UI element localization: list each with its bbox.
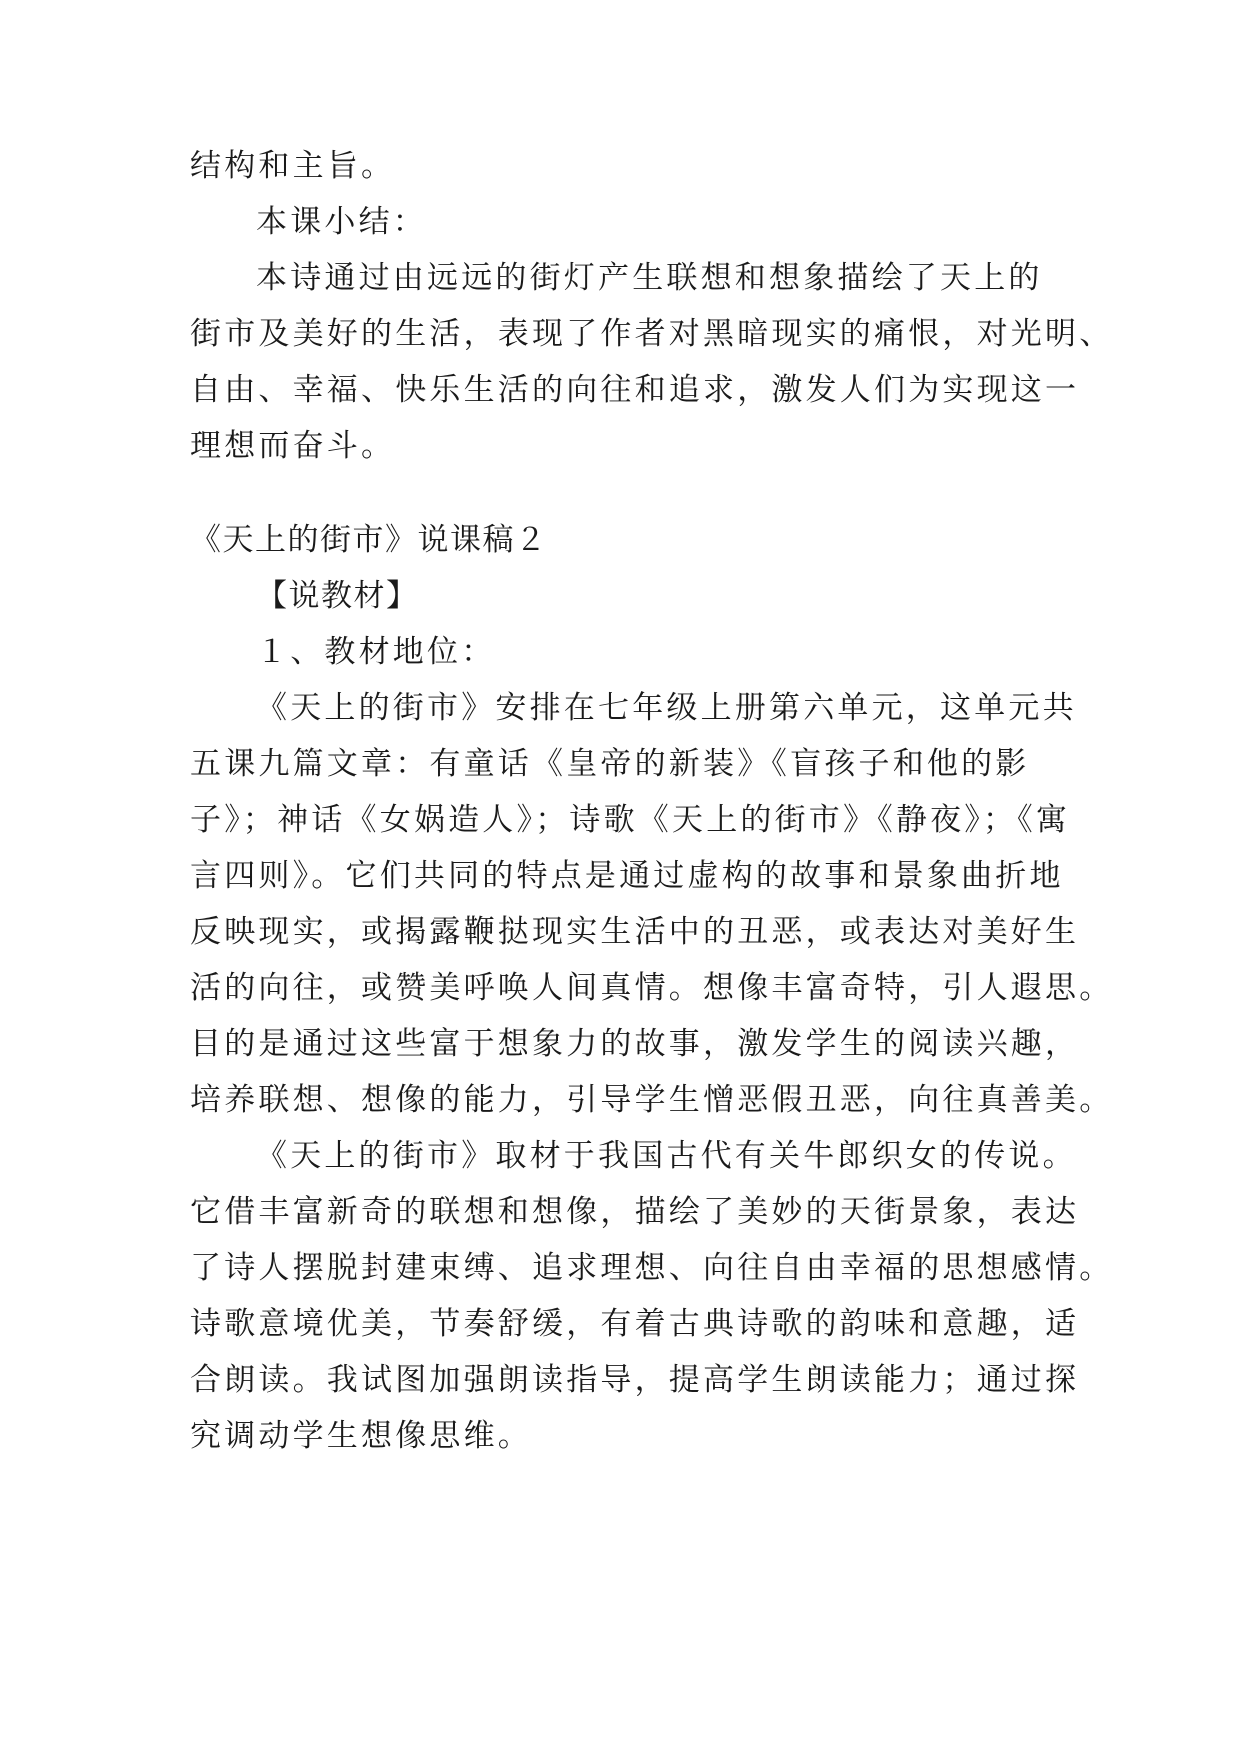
text-line: 《天上的街市》安排在七年级上册第六单元，这单元共: [256, 690, 1077, 726]
text-line: 理想而奋斗。: [190, 428, 396, 464]
text-line: 本诗通过由远远的街灯产生联想和想象描绘了天上的: [256, 260, 1043, 296]
text-line: 了诗人摆脱封建束缚、追求理想、向往自由幸福的思想感情。: [190, 1250, 1114, 1286]
text-line: 它借丰富新奇的联想和想像，描绘了美妙的天街景象，表达: [190, 1194, 1080, 1230]
text-line: 《天上的街市》取材于我国古代有关牛郎织女的传说。: [256, 1138, 1077, 1174]
item-heading: １、教材地位：: [256, 634, 496, 670]
text-line: 究调动学生想像思维。: [190, 1418, 532, 1454]
subsection-heading: 【说教材】: [256, 578, 419, 614]
summary-heading: 本课小结：: [256, 204, 427, 240]
text-line: 目的是通过这些富于想象力的故事，激发学生的阅读兴趣，: [190, 1026, 1080, 1062]
text-line: 活的向往，或赞美呼唤人间真情。想像丰富奇特，引人遐思。: [190, 970, 1114, 1006]
text-line: 街市及美好的生活，表现了作者对黑暗现实的痛恨，对光明、: [190, 316, 1114, 352]
text-line: 子》；神话《女娲造人》；诗歌《天上的街市》《静夜》；《寓: [190, 802, 1071, 838]
text-line: 培养联想、想像的能力，引导学生憎恶假丑恶，向往真善美。: [190, 1082, 1114, 1118]
text-line: 合朗读。我试图加强朗读指导，提高学生朗读能力；通过探: [190, 1362, 1080, 1398]
text-line: 结构和主旨。: [190, 148, 396, 184]
text-line: 反映现实，或揭露鞭挞现实生活中的丑恶，或表达对美好生: [190, 914, 1080, 950]
text-line: 五课九篇文章：有童话《皇帝的新装》《盲孩子和他的影: [190, 746, 1030, 782]
text-line: 自由、幸福、快乐生活的向往和追求，激发人们为实现这一: [190, 372, 1080, 408]
section-title: 《天上的街市》说课稿２: [190, 522, 548, 558]
text-line: 言四则》。它们共同的特点是通过虚构的故事和景象曲折地: [190, 858, 1064, 894]
text-line: 诗歌意境优美，节奏舒缓，有着古典诗歌的韵味和意趣，适: [190, 1306, 1080, 1342]
